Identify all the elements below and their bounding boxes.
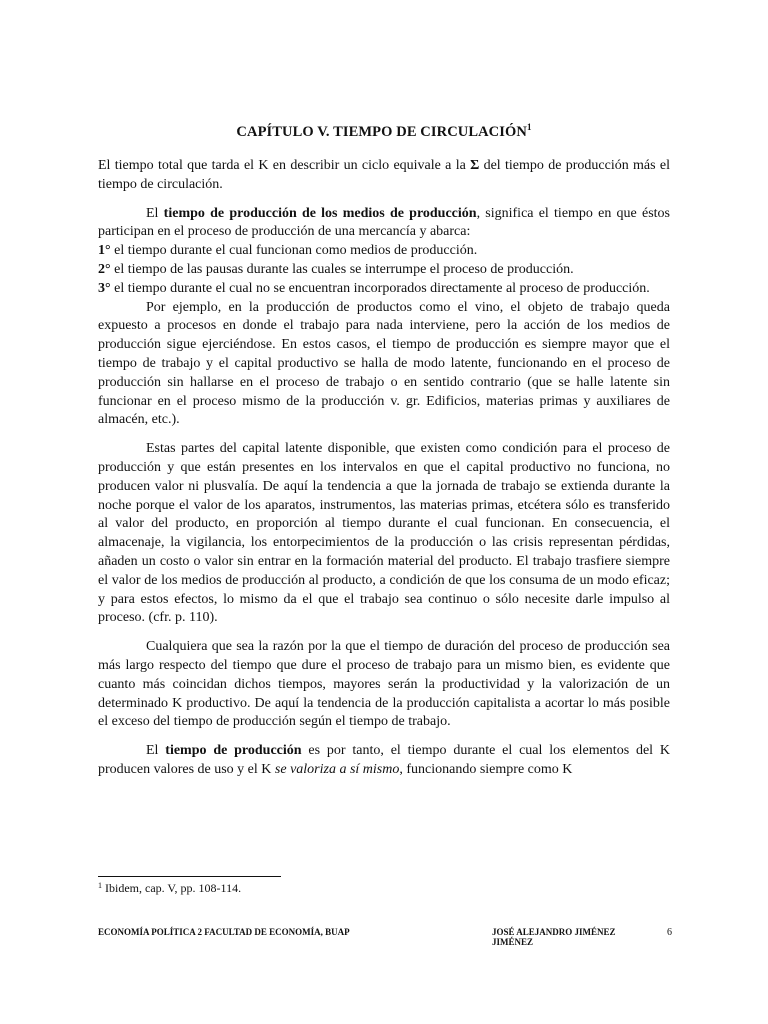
paragraph-4: Estas partes del capital latente disponible, que existen como condición para el proceso de producción y que están presentes en los intervalos en que el capital productivo no funciona, no producen valor ni plusvalía. De aquí la tendencia a que la jornada de trabajo se extienda durante la noche porque el valor de los aparatos, instrumentos, las materias primas, etcétera sólo es transferido al valor del producto, en proporción al tiempo durante el cual funcionan. En consecuencia, el almacenaje, la vigilancia, los entorpecimientos de la producción o las crisis representan pérdidas, añaden un costo o valor sin entrar en la formación material del producto. El trabajo trasfiere siempre el valor de los medios de producción al producto, a condición de que los consuma de un modo eficaz; y para estos efectos, lo mismo da el que el trabajo sea continuo o sólo necesite darle impulso al proceso. (cfr. p. 110).	[98, 441, 670, 626]
page-number: 6	[667, 927, 672, 938]
footer-author: JOSÉ ALEJANDRO JIMÉNEZ JIMÉNEZ	[492, 927, 616, 947]
page-footer	[98, 927, 672, 947]
footnote: $^1$ Ibidem, cap. V, pp. 108-114.	[98, 881, 242, 895]
list-item: 1° el tiempo durante el cual funcionan como medios de producción.	[98, 243, 478, 259]
bold-term: tiempo de producción de los medios de producción	[163, 205, 477, 221]
paragraph-2: El tiempo de producción de los medios de producción, significa el tiempo en que éstos participan en el proceso de producción de una mercancía y abarca:	[98, 205, 670, 240]
italic-phrase: se valoriza a sí mismo	[274, 761, 400, 777]
list-item: 3° el tiempo durante el cual no se encuentran incorporados directamente al proceso de producción.	[98, 280, 650, 296]
chapter-title-text: CAPÍTULO V. TIEMPO DE CIRCULACIÓN	[236, 124, 527, 140]
footnote-divider	[98, 876, 281, 877]
chapter-title	[0, 122, 768, 141]
footer-course: ECONOMÍA POLÍTICA 2 FACULTAD DE ECONOMÍA, BUAP	[98, 927, 350, 937]
paragraph-1: El tiempo total que tarda el K en describir un ciclo equivale a la Σ del tiempo de producción más el tiempo de circulación.	[98, 158, 670, 192]
paragraph-3: Por ejemplo, en la producción de productos como el vino, el objeto de trabajo queda expuesto a procesos en donde el trabajo para nada interviene, pero la acción de los medios de producción sigue ejerciéndose. En estos casos, el tiempo de producción es siempre mayor que el tiempo de trabajo y el capital productivo se halla de modo latente, funcionando en el proceso de producción sin hallarse en el proceso de trabajo o en sentido contrario (que se halle latente sin funcionar en el proceso mismo de la producción v. gr. Edificios, materias primas y auxiliares de almacén, etc.).	[98, 299, 670, 428]
body-text	[98, 157, 670, 780]
paragraph-5: Cualquiera que sea la razón por la que el tiempo de duración del proceso de producción sea más largo respecto del tiempo que dure el proceso de trabajo para un mismo bien, es evidente que cuanto más coincidan dichos tiempos, mayores serán la productividad y la valorización de un determinado K productivo. De aquí la tendencia de la producción capitalista a acortar lo más posible el exceso del tiempo de producción según el tiempo de trabajo.	[98, 639, 670, 730]
paragraph-6: El tiempo de producción es por tanto, el tiempo durante el cual los elementos del K producen valores de uso y el K se valoriza a sí mismo, funcionando siempre como K	[98, 743, 671, 777]
sigma-symbol: Σ	[470, 158, 480, 173]
bold-term: tiempo de producción	[165, 743, 302, 759]
list-item: 2° el tiempo de las pausas durante las cuales se interrumpe el proceso de producción.	[98, 261, 574, 277]
footnote-ref[interactable]: 1	[526, 122, 532, 132]
